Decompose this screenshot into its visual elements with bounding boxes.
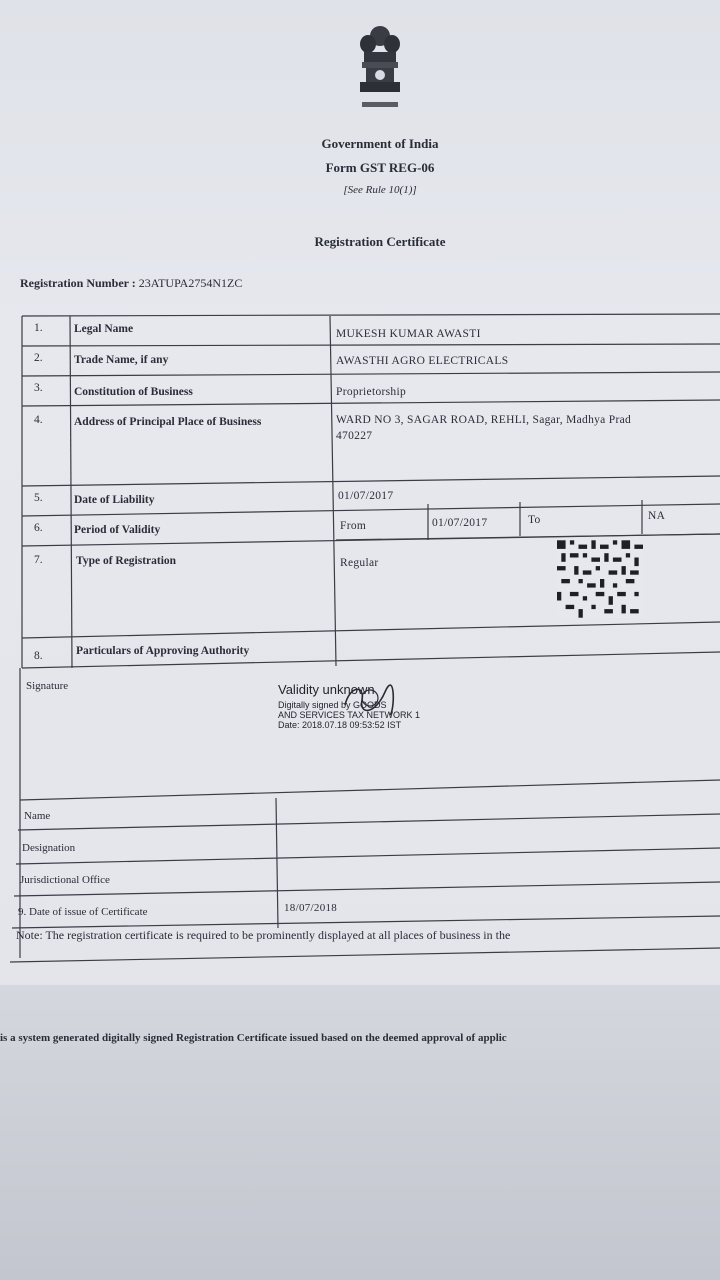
- trade-name-value: AWASTHI AGRO ELECTRICALS: [336, 355, 509, 367]
- registration-number-label: Registration Number :: [20, 276, 136, 290]
- row-6-label: Period of Validity: [74, 524, 161, 536]
- row-1-number: 1.: [34, 322, 43, 334]
- validity-status: Validity unknown: [278, 682, 375, 697]
- registration-type-value: Regular: [340, 557, 379, 569]
- row-2-number: 2.: [34, 352, 43, 364]
- signature-scribble-icon: [340, 680, 400, 720]
- row-4-label: Address of Principal Place of Business: [74, 416, 262, 428]
- row-3-number: 3.: [34, 382, 43, 394]
- row-1-label: Legal Name: [74, 323, 134, 335]
- row-7-number: 7.: [34, 554, 43, 566]
- validity-to-value: NA: [648, 510, 666, 522]
- system-generated-footer: is a system generated digitally signed Registration Certificate issued based on the deemed approval of applic: [0, 1032, 507, 1044]
- government-heading: Government of India: [321, 136, 439, 151]
- signature-line-2: AND SERVICES TAX NETWORK 1: [278, 710, 421, 720]
- row-8-number: 8.: [34, 650, 43, 662]
- rule-reference: [See Rule 10(1)]: [343, 184, 417, 196]
- address-value: WARD NO 3, SAGAR ROAD, REHLI, Sagar, Madhya Prad: [336, 414, 632, 426]
- designation-label: Designation: [22, 842, 76, 854]
- address-pincode: 470227: [336, 430, 373, 442]
- row-5-label: Date of Liability: [74, 494, 155, 506]
- row-7-label: Type of Registration: [76, 555, 177, 567]
- row-3-label: Constitution of Business: [74, 386, 193, 398]
- row-2-label: Trade Name, if any: [74, 354, 169, 366]
- liability-date-value: 01/07/2017: [338, 490, 394, 502]
- row-4-number: 4.: [34, 414, 43, 426]
- validity-from-value: 01/07/2017: [432, 517, 488, 529]
- legal-name-value: MUKESH KUMAR AWASTI: [336, 328, 481, 340]
- issue-date-label: 9. Date of issue of Certificate: [18, 906, 148, 918]
- qr-code-icon: [557, 540, 643, 618]
- page-title: Registration Certificate: [314, 234, 446, 249]
- signature-line-1: Digitally signed by GOODS: [278, 700, 387, 710]
- constitution-value: Proprietorship: [336, 386, 406, 398]
- row-8-label: Particulars of Approving Authority: [76, 645, 250, 657]
- validity-to-label: To: [528, 514, 541, 526]
- validity-from-label: From: [340, 520, 367, 532]
- lower-page: [0, 985, 720, 1280]
- row-6-number: 6.: [34, 522, 43, 534]
- display-note: Note: The registration certificate is required to be prominently displayed at all places of business in the: [16, 928, 511, 942]
- name-label: Name: [24, 810, 51, 822]
- signature-line-3: Date: 2018.07.18 09:53:52 IST: [278, 720, 402, 730]
- issue-date-value: 18/07/2018: [284, 902, 338, 914]
- form-heading: Form GST REG-06: [325, 160, 435, 175]
- jurisdictional-office-label: Jurisdictional Office: [20, 874, 110, 886]
- registration-number-value: 23ATUPA2754N1ZC: [138, 276, 243, 290]
- signature-label: Signature: [26, 680, 69, 692]
- row-5-number: 5.: [34, 492, 43, 504]
